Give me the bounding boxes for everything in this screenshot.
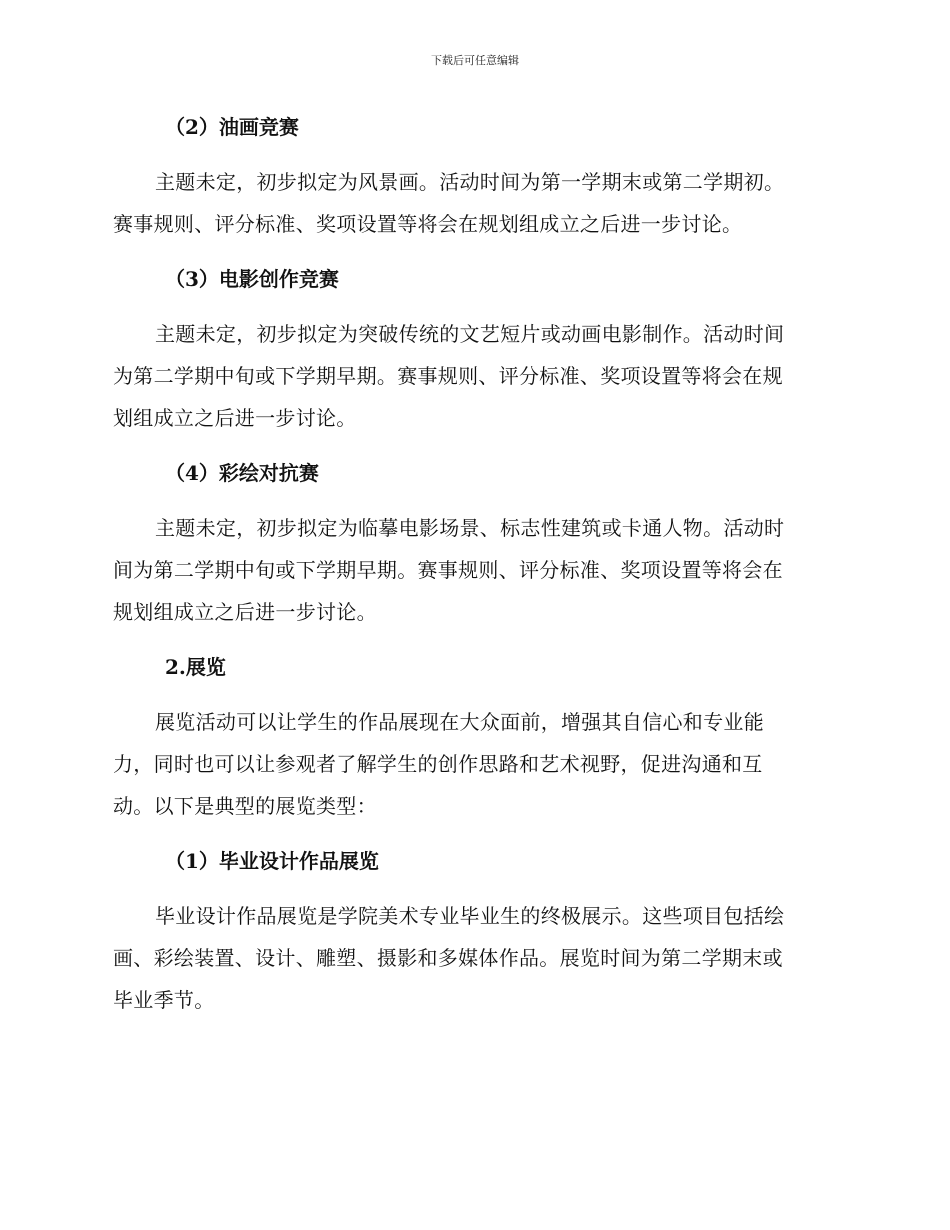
paragraph-line: 间为第二学期中旬或下学期早期。赛事规则、评分标准、奖项设置等将会在 (113, 558, 783, 582)
paragraph-line: 主题未定，初步拟定为风景画。活动时间为第一学期末或第二学期初。 (155, 170, 785, 194)
section-heading-graduation-exhibition: （1）毕业设计作品展览 (165, 849, 379, 873)
section-paragraph-exhibition (113, 701, 833, 827)
paragraph-line: 毕业季节。 (113, 988, 215, 1012)
page-header: 下载后可任意编辑 (431, 54, 519, 67)
section-paragraph-oil-painting (113, 161, 833, 245)
section-paragraph-painting-contest (113, 507, 833, 633)
paragraph-line: 规划组成立之后进一步讨论。 (113, 600, 377, 624)
section-paragraph-graduation-exhibition (113, 895, 833, 1021)
paragraph-line: 为第二学期中旬或下学期早期。赛事规则、评分标准、奖项设置等将会在规 (113, 364, 783, 388)
paragraph-line: 力，同时也可以让参观者了解学生的创作思路和艺术视野，促进沟通和互 (113, 752, 763, 776)
paragraph-line: 主题未定，初步拟定为突破传统的文艺短片或动画电影制作。活动时间 (155, 322, 785, 346)
section-heading-oil-painting: （2）油画竞赛 (165, 115, 299, 139)
section-heading-film-creation: （3）电影创作竞赛 (165, 267, 339, 291)
paragraph-line: 赛事规则、评分标准、奖项设置等将会在规划组成立之后进一步讨论。 (113, 212, 743, 236)
paragraph-line: 动。以下是典型的展览类型： (113, 794, 377, 818)
section-paragraph-film-creation (113, 313, 833, 439)
paragraph-line: 主题未定，初步拟定为临摹电影场景、标志性建筑或卡通人物。活动时 (155, 516, 785, 540)
paragraph-line: 画、彩绘装置、设计、雕塑、摄影和多媒体作品。展览时间为第二学期末或 (113, 946, 783, 970)
section-heading-exhibition: 2.展览 (165, 655, 226, 679)
paragraph-line: 划组成立之后进一步讨论。 (113, 406, 357, 430)
paragraph-line: 毕业设计作品展览是学院美术专业毕业生的终极展示。这些项目包括绘 (155, 904, 785, 928)
section-heading-painting-contest: （4）彩绘对抗赛 (165, 461, 319, 485)
paragraph-line: 展览活动可以让学生的作品展现在大众面前，增强其自信心和专业能 (155, 710, 764, 734)
